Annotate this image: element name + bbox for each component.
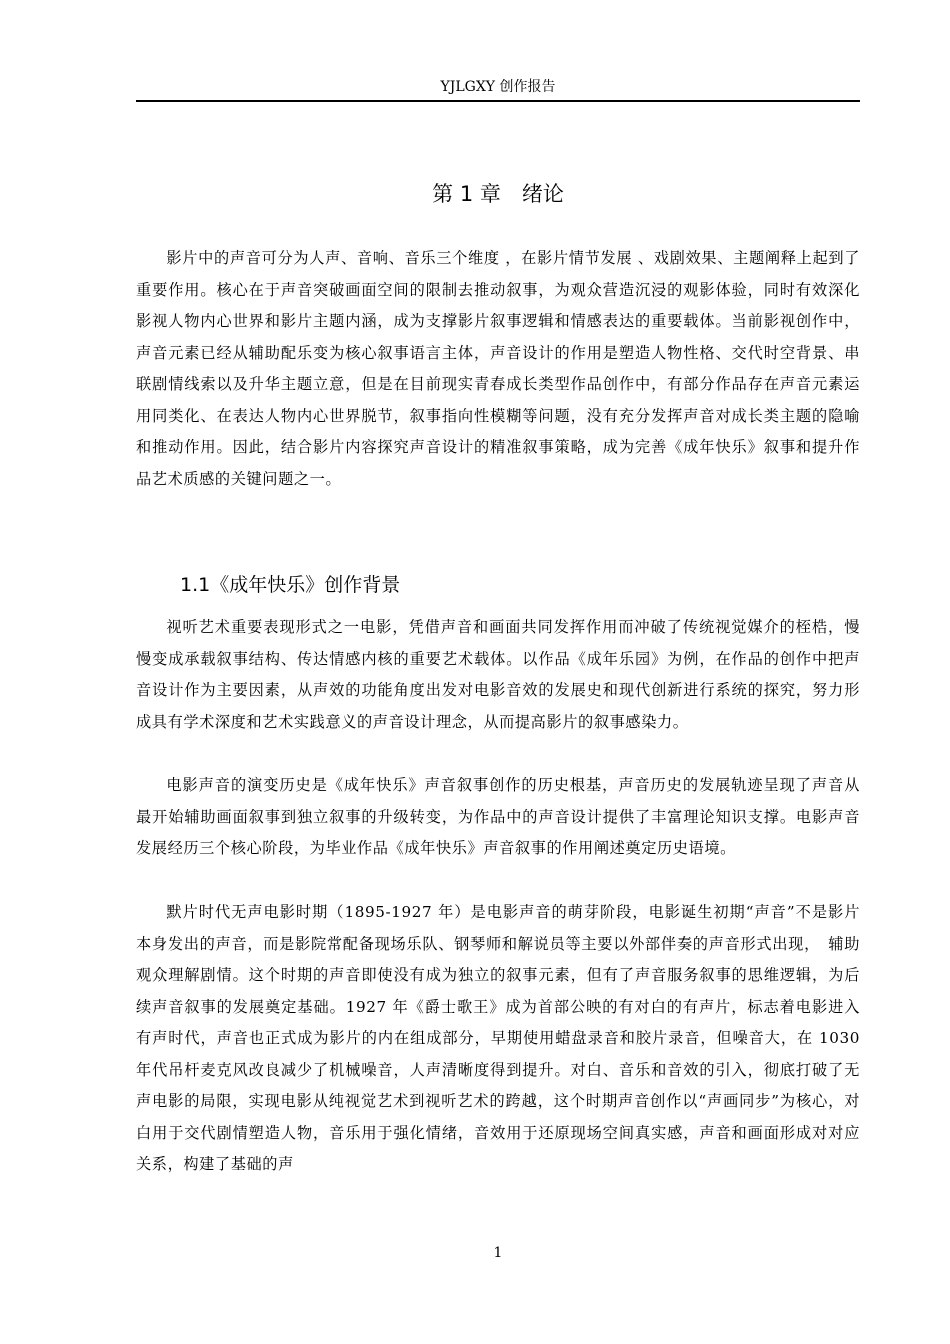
intro-paragraph: 影片中的声音可分为人声、音响、音乐三个维度 ，在影片情节发展 、戏剧效果、主题阐释上起到了重要作用。核心在于声音突破画面空间的限制去推动叙事，为观众营造沉浸的观影体验，同时有效深化影视人物内心世界和影片主题内涵，成为支撑影片叙事逻辑和情感表达的重要载体。当前影视创作中，声音元素已经从辅助配乐变为核心叙事语言主体，声音设计的作用是塑造人物性格、交代时空背景、串联剧情线索以及升华主题立意，但是在目前现实青春成长类型作品创作中，有部分作品存在声音元素运用同类化、在表达人物内心世界脱节，叙事指向性模糊等问题，没有充分发挥声音对成长类主题的隐喻和推动作用。因此，结合影片内容探究声音设计的精准叙事策略，成为完善《成年快乐》叙事和提升作品艺术质感的关键问题之一。 [136, 249, 860, 488]
section-paragraph-3: 默片时代无声电影时期（1895-1927 年）是电影声音的萌芽阶段，电影诞生初期“声音”不是影片本身发出的声音，而是影院常配备现场乐队、钢琴师和解说员等主要以外部伴奏的声音形式出现， 辅助观众理解剧情。这个时期的声音即使没有成为独立的叙事元素，但有了声音服务叙事的思维逻辑，为后续声音叙事的发展奠定基础。1927 年《爵士歌王》成为首部公映的有对白的有声片，标志着电影进入有声时代，声音也正式成为影片的内在组成部分，早期使用蜡盘录音和胶片录音，但噪音大，在 1030 年代吊杆麦克风改良减少了机械噪音，人声清晰度得到提升。对白、音乐和音效的引入，彻底打破了无声电影的局限，实现电影从纯视觉艺术到视听艺术的跨越，这个时期声音创作以“声画同步”为核心，对白用于交代剧情塑造人物，音乐用于强化情绪，音效用于还原现场空间真实感，声音和画面形成对对应关系，构建了基础的声 [136, 903, 860, 1173]
section-title: 1.1《成年快乐》创作背景 [180, 574, 401, 596]
page-number: 1 [493, 1245, 503, 1261]
header-divider [136, 100, 860, 102]
running-header: YJLGXY 创作报告 [440, 79, 556, 95]
chapter-title: 第 1 章 绪论 [432, 182, 564, 206]
section-paragraph-1: 视听艺术重要表现形式之一电影，凭借声音和画面共同发挥作用而冲破了传统视觉媒介的桎梏，慢慢变成承载叙事结构、传达情感内核的重要艺术载体。以作品《成年乐园》为例，在作品的创作中把声音设计作为主要因素，从声效的功能角度出发对电影音效的发展史和现代创新进行系统的探究，努力形成具有学术深度和艺术实践意义的声音设计理念，从而提高影片的叙事感染力。 [136, 618, 860, 731]
section-paragraph-2: 电影声音的演变历史是《成年快乐》声音叙事创作的历史根基，声音历史的发展轨迹呈现了声音从最开始辅助画面叙事到独立叙事的升级转变，为作品中的声音设计提供了丰富理论知识支撑。电影声音发展经历三个核心阶段，为毕业作品《成年快乐》声音叙事的作用阐述奠定历史语境。 [136, 776, 860, 857]
